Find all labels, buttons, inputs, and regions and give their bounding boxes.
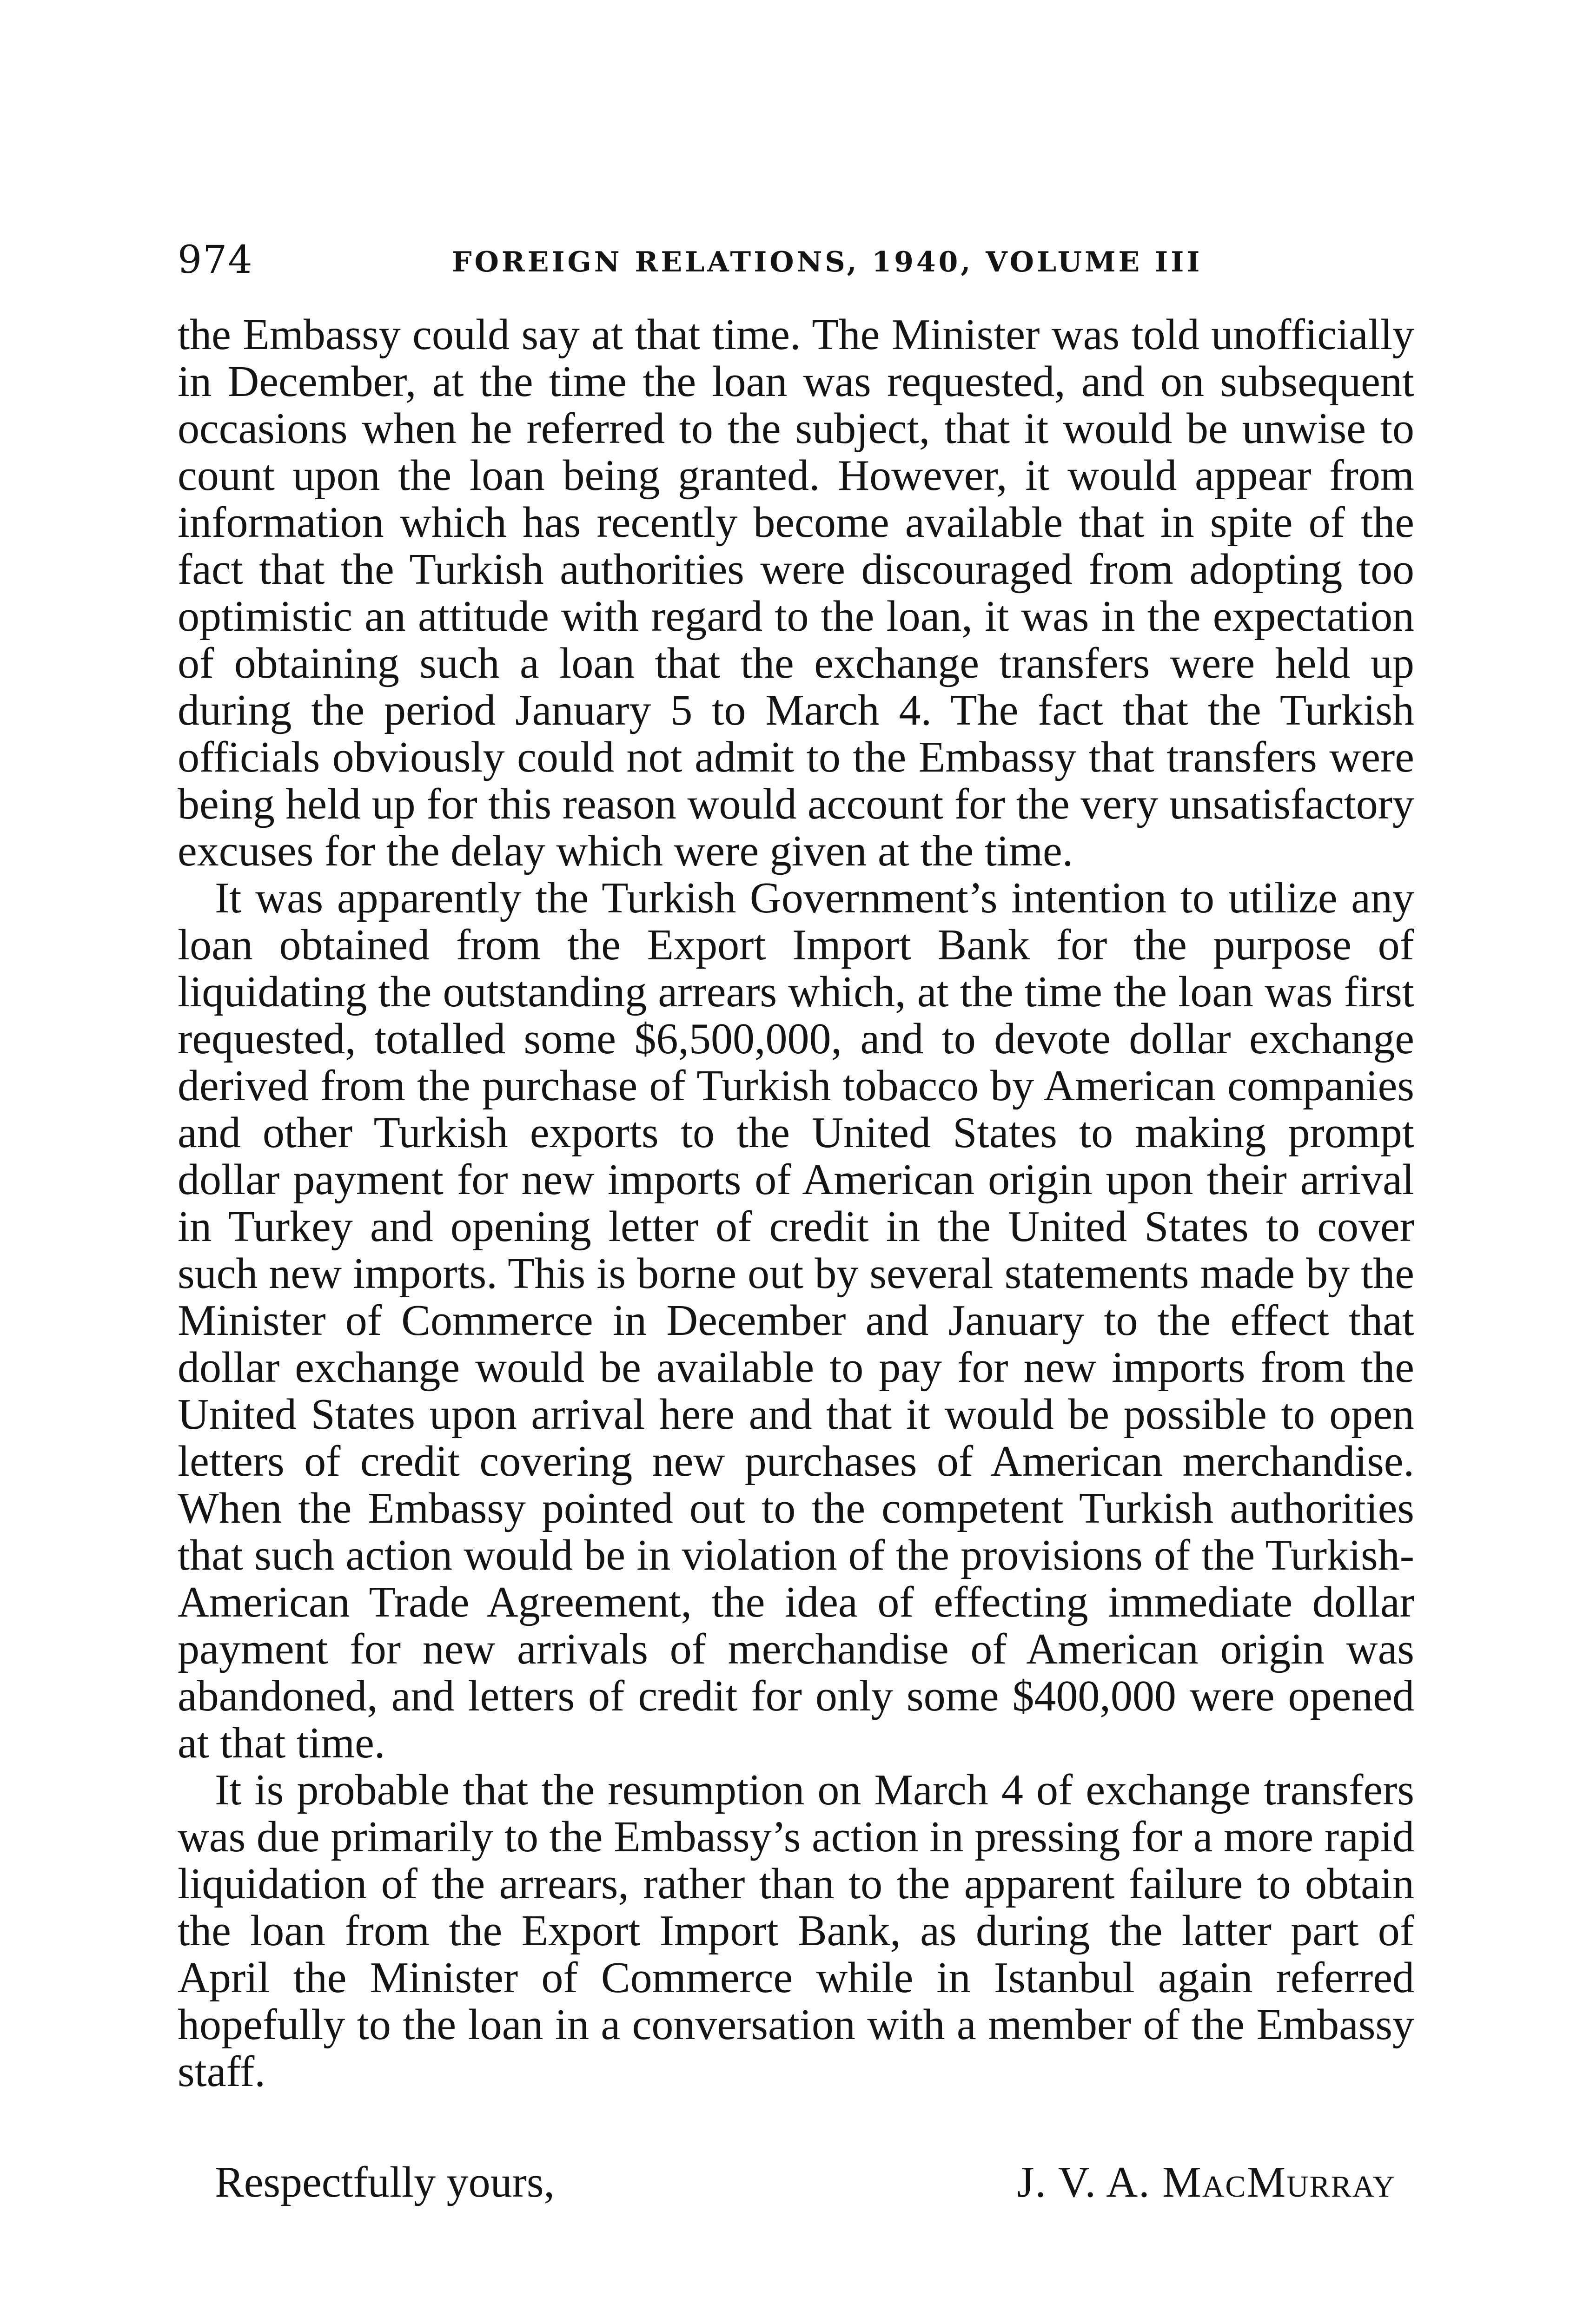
paragraph-1: the Embassy could say at that time. The Minister was told unofficially in December, at the time the loan was requested, and on subsequent occasions when he referred to the subject, that it would be unwise to count upon the loan being granted. However, it would appear from information which has recently become available that in spite of the fact that the Turkish authorities were discouraged from adopting too optimistic an attitude with regard to the loan, it was in the expectation of obtaining such a loan that the exchange transfers were held up during the period January 5 to March 4. The fact that the Turkish officials obviously could not admit to the Embassy that transfers were being held up for this reason would account for the very unsatisfactory excuses for the delay which were given at the time. bbox=[178, 310, 1414, 875]
page-number: 974 bbox=[178, 238, 253, 282]
body-text bbox=[178, 311, 1414, 2095]
running-head: FOREIGN RELATIONS, 1940, VOLUME III bbox=[452, 246, 1203, 278]
page-header bbox=[178, 232, 1414, 288]
paragraph-2: It was apparently the Turkish Government’s intention to utilize any loan obtained from the Export Import Bank for the purpose of liquidating the outstanding arrears which, at the time the loan was first requested, totalled some $6,500,000, and to devote dollar exchange derived from the purchase of Turkish tobacco by American companies and other Turkish exports to the United States to making prompt dollar payment for new imports of American origin upon their arrival in Turkey and opening letter of credit in the United States to cover such new imports. This is borne out by several statements made by the Minister of Commerce in December and January to the effect that dollar exchange would be available to pay for new imports from the United States upon arrival here and that it would be possible to open letters of credit covering new purchases of American merchandise. When the Embassy pointed out to the competent Turkish authorities that such action would be in violation of the provisions of the Turkish-American Trade Agreement, the idea of effecting immediate dollar payment for new arrivals of merchandise of American origin was abandoned, and letters of credit for only some $400,000 were opened at that time. bbox=[178, 874, 1414, 1767]
signature: J. V. A. MacMurray bbox=[1017, 2158, 1396, 2206]
complimentary-close: Respectfully yours, bbox=[215, 2158, 555, 2206]
paragraph-3: It is probable that the resumption on March 4 of exchange transfers was due primarily to the Embassy’s action in pressing for a more rapid liquidation of the arrears, rather than to the apparent failure to obtain the loan from the Export Import Bank, as during the latter part of April the Minister of Commerce while in Istanbul again referred hopefully to the loan in a conversation with a member of the Embassy staff. bbox=[178, 1766, 1414, 2096]
letter-closing bbox=[178, 2157, 1414, 2208]
